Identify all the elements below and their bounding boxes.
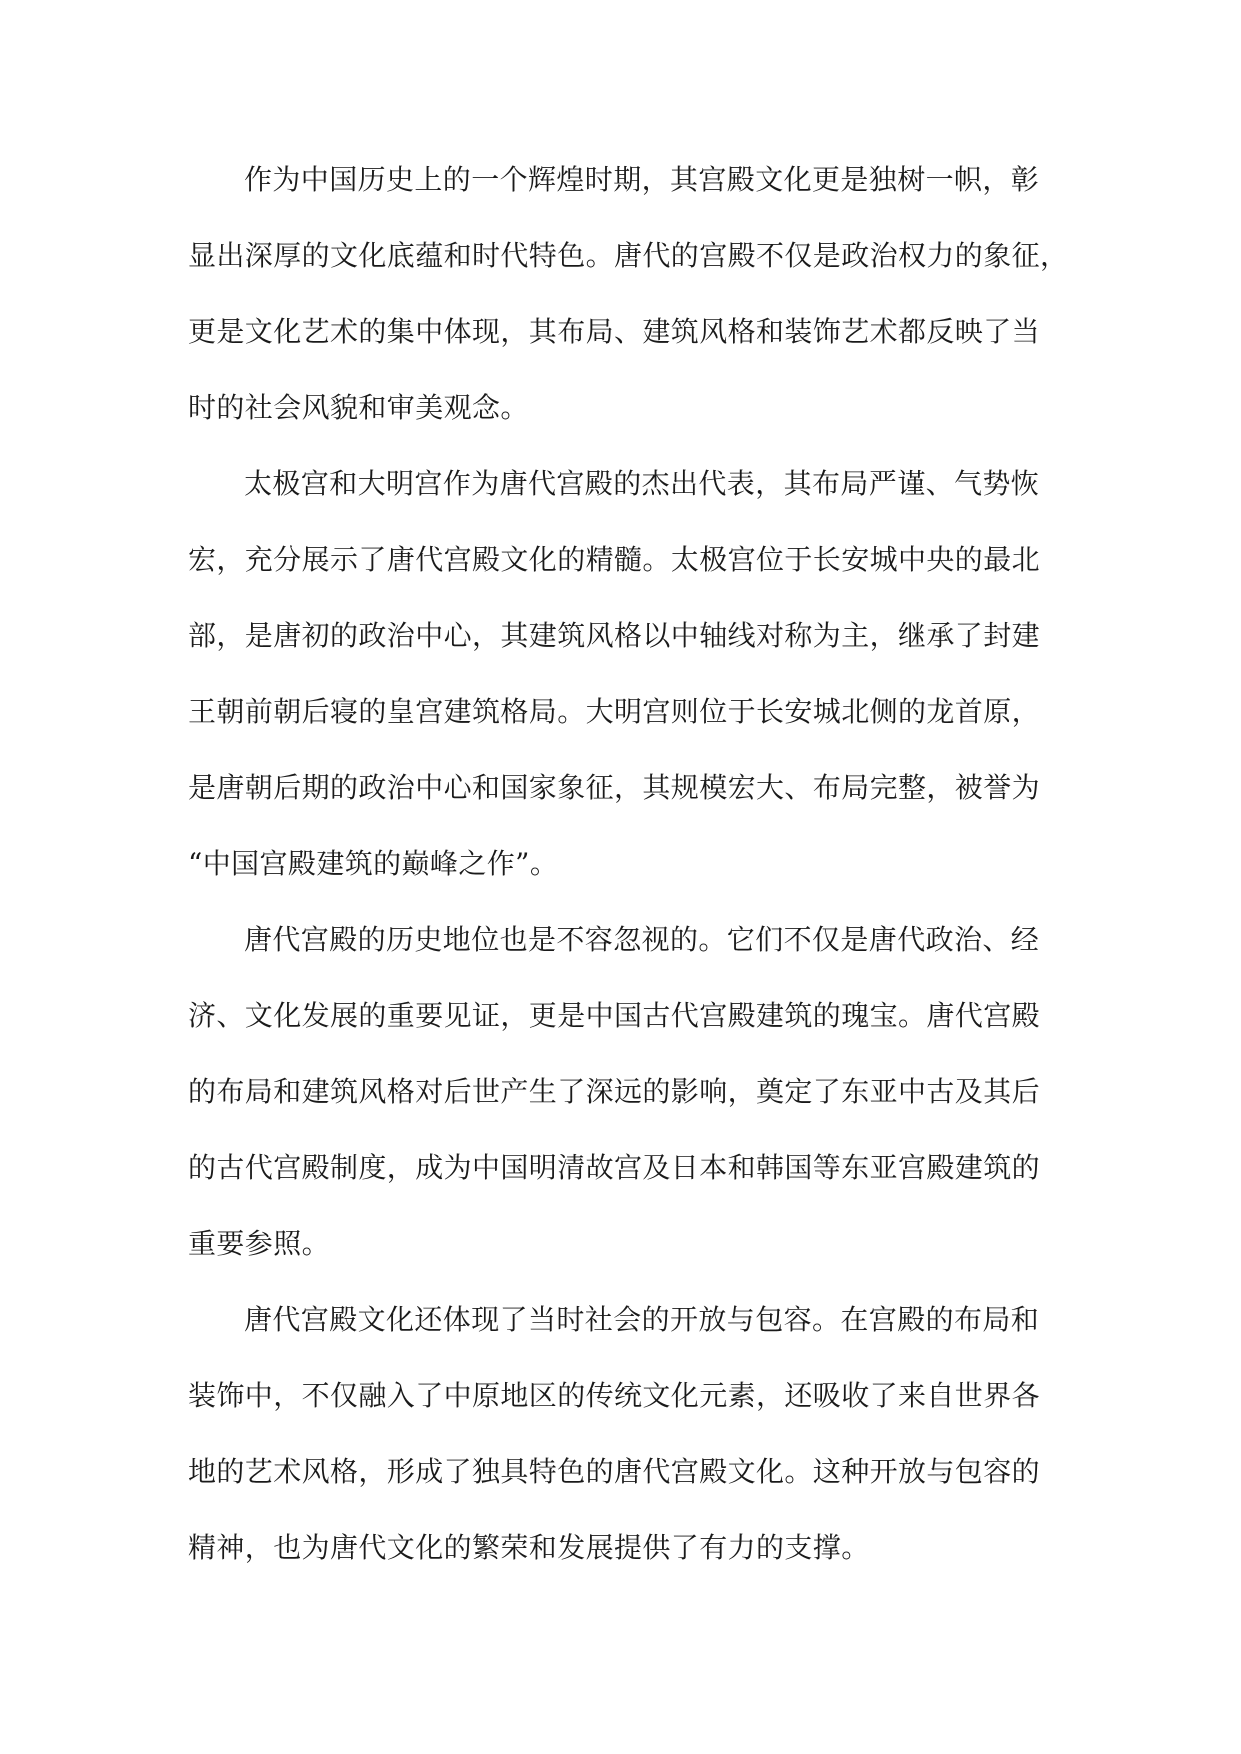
text-line: 地的艺术风格，形成了独具特色的唐代宫殿文化。这种开放与包容的 <box>188 1455 1041 1488</box>
paragraph-2 <box>188 446 1054 902</box>
text-line: 的布局和建筑风格对后世产生了深远的影响，奠定了东亚中古及其后 <box>188 1075 1041 1108</box>
document-body <box>188 142 1069 1586</box>
paragraph-4 <box>188 1282 1054 1586</box>
text-line: 唐代宫殿文化还体现了当时社会的开放与包容。在宫殿的布局和 <box>244 1303 1040 1336</box>
text-line: 济、文化发展的重要见证，更是中国古代宫殿建筑的瑰宝。唐代宫殿 <box>188 999 1041 1032</box>
text-line: 装饰中，不仅融入了中原地区的传统文化元素，还吸收了来自世界各 <box>188 1379 1041 1412</box>
text-line: 部，是唐初的政治中心，其建筑风格以中轴线对称为主，继承了封建 <box>188 619 1041 652</box>
text-line: 更是文化艺术的集中体现，其布局、建筑风格和装饰艺术都反映了当 <box>188 315 1041 348</box>
text-line: 时的社会风貌和审美观念。 <box>188 391 529 424</box>
text-line: 作为中国历史上的一个辉煌时期，其宫殿文化更是独树一帜，彰 <box>244 163 1040 196</box>
text-line: 是唐朝后期的政治中心和国家象征，其规模宏大、布局完整，被誉为 <box>188 771 1041 804</box>
text-line: 宏，充分展示了唐代宫殿文化的精髓。太极宫位于长安城中央的最北 <box>188 543 1041 576</box>
text-line: 精神，也为唐代文化的繁荣和发展提供了有力的支撑。 <box>188 1531 870 1564</box>
text-line: 重要参照。 <box>188 1227 331 1260</box>
text-line: “中国宫殿建筑的巅峰之作”。 <box>188 847 559 880</box>
text-line: 的古代宫殿制度，成为中国明清故宫及日本和韩国等东亚宫殿建筑的 <box>188 1151 1041 1184</box>
text-line: 显出深厚的文化底蕴和时代特色。唐代的宫殿不仅是政治权力的象征， <box>188 239 1069 272</box>
text-line: 唐代宫殿的历史地位也是不容忽视的。它们不仅是唐代政治、经 <box>244 923 1040 956</box>
text-line: 王朝前朝后寝的皇宫建筑格局。大明宫则位于长安城北侧的龙首原， <box>188 695 1041 728</box>
text-line: 太极宫和大明宫作为唐代宫殿的杰出代表，其布局严谨、气势恢 <box>244 467 1040 500</box>
paragraph-3 <box>188 902 1054 1282</box>
paragraph-1 <box>188 142 1069 446</box>
